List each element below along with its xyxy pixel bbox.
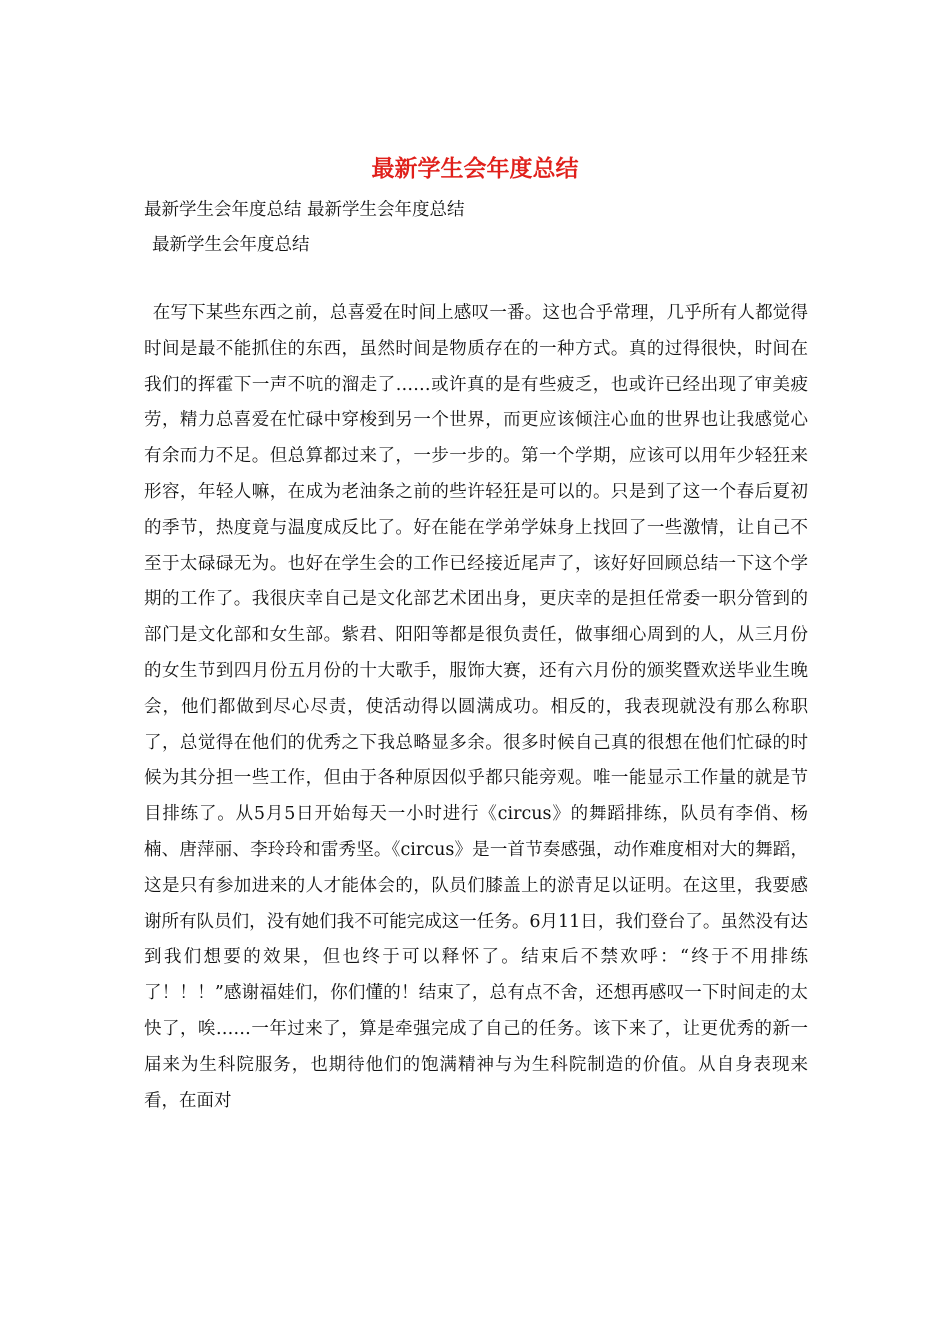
document-title: 最新学生会年度总结 xyxy=(371,155,579,182)
body-paragraph: 在写下某些东西之前，总喜爱在时间上感叹一番。这也合乎常理，几乎所有人都觉得时间是最不能抓住的东西，虽然时间是物质存在的一种方式。真的过得很快，时间在我们的挥霍下一声不吭的溜走了……或许真的是有些疲乏，也或许已经出现了审美疲劳，精力总喜爱在忙碌中穿梭到另一个世界，而更应该倾注心血的世界也让我感觉心有余而力不足。但总算都过来了，一步一步的。第一个学期，应该可以用年少轻狂来形容，年轻人嘛，在成为老油条之前的些许轻狂是可以的。只是到了这一个春后夏初的季节，热度竟与温度成反比了。好在能在学弟学妹身上找回了一些激情，让自己不至于太碌碌无为。也好在学生会的工作已经接近尾声了，该好好回顾总结一下这个学期的工作了。我很庆幸自己是文化部艺术团出身，更庆幸的是担任常委一职分管到的部门是文化部和女生部。紫君、阳阳等都是很负责任，做事细心周到的人，从三月份的女生节到四月份五月份的十大歌手，服饰大赛，还有六月份的颁奖暨欢送毕业生晚会，他们都做到尽心尽责，使活动得以圆满成功。相反的，我表现就没有那么称职了，总觉得在他们的优秀之下我总略显多余。很多时候自己真的很想在他们忙碌的时候为其分担一些工作，但由于各种原因似乎都只能旁观。唯一能显示工作量的就是节目排练了。从5月5日开始每天一小时进行《circus》的舞蹈排练，队员有李俏、杨楠、唐萍丽、李玲玲和雷秀坚。《circus》是一首节奏感强，动作难度相对大的舞蹈，这是只有参加进来的人才能体会的，队员们膝盖上的淤青足以证明。在这里，我要感谢所有队员们，没有她们我不可能完成这一任务。6月11日，我们登台了。虽然没有达到我们想要的效果，但也终于可以释怀了。结束后不禁欢呼：“终于不用排练了！！！”感谢福娃们，你们懂的！结束了，总有点不舍，还想再感叹一下时间走的太快了，唉……一年过来了，算是牵强完成了自己的任务。该下来了，让更优秀的新一届来为生科院服务，也期待他们的饱满精神与为生科院制造的价值。从自身表现来看，在面对 xyxy=(144,303,808,1111)
subtitle-line-2: 最新学生会年度总结 xyxy=(152,235,310,255)
subtitle-line-1: 最新学生会年度总结 最新学生会年度总结 xyxy=(144,200,465,220)
